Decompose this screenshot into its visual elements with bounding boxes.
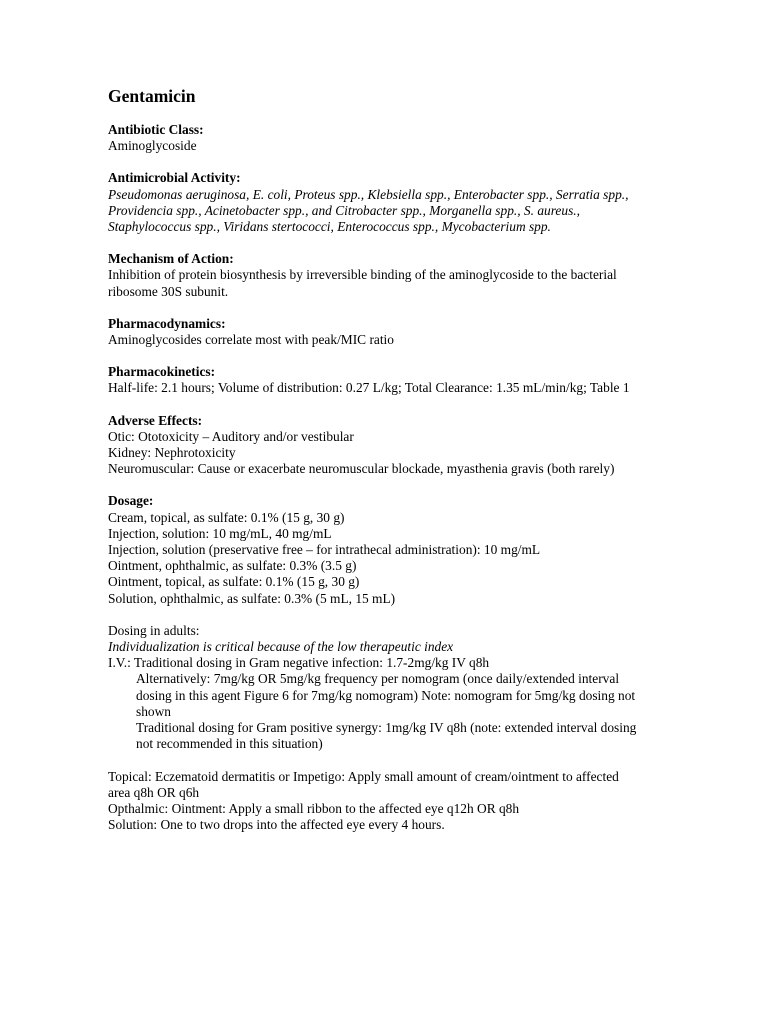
text-line: shown (136, 703, 171, 719)
text-line: Kidney: Nephrotoxicity (108, 445, 236, 461)
text-line: dosing in this agent Figure 6 for 7mg/kg nomogram) Note: nomogram for 5mg/kg dosing not (136, 687, 636, 703)
text-line: Traditional dosing for Gram positive synergy: 1mg/kg IV q8h (note: extended interval dosing (136, 720, 637, 736)
text-line: Injection, solution (preservative free – for intrathecal administration): 10 mg/mL (108, 542, 541, 558)
section-heading: Dosage: (108, 493, 154, 509)
text-line: area q8h OR q6h (108, 784, 200, 800)
alternative-dosing (108, 671, 688, 752)
text-line: Neuromuscular: Cause or exacerbate neuromuscular blockade, myasthenia gravis (both rarely) (108, 461, 615, 477)
text-line: Solution, ophthalmic, as sulfate: 0.3% (5 mL, 15 mL) (108, 590, 396, 606)
text-line: Injection, solution: 10 mg/mL, 40 mg/mL (108, 525, 332, 541)
section-heading: Antibiotic Class: (108, 122, 204, 137)
section-pharmacodynamics (108, 316, 688, 348)
document-body (108, 86, 688, 849)
section-heading: Mechanism of Action: (108, 251, 234, 267)
dosing-note: Individualization is critical because of the low therapeutic index (108, 639, 454, 655)
section-antibiotic-class (108, 122, 688, 154)
section-heading: Pharmacokinetics: (108, 364, 216, 380)
section-adverse-effects (108, 413, 688, 478)
text-line: Solution: One to two drops into the affected eye every 4 hours. (108, 817, 445, 833)
section-heading: Adverse Effects: (108, 412, 203, 428)
text-line: Staphylococcus spp., Viridans stertococci, Enterococcus spp., Mycobacterium spp. (108, 219, 551, 235)
section-text: Aminoglycosides correlate most with peak/MIC ratio (108, 332, 394, 348)
page-title: Gentamicin (108, 86, 196, 106)
text-line: Opthalmic: Ointment: Apply a small ribbon to the affected eye q12h OR q8h (108, 800, 520, 816)
section-other-dosing (108, 769, 688, 834)
section-antimicrobial-activity (108, 170, 688, 235)
section-mechanism-of-action (108, 251, 688, 300)
text-line: Pseudomonas aeruginosa, E. coli, Proteus spp., Klebsiella spp., Enterobacter spp., Serratia spp., (108, 186, 629, 202)
section-heading: Pharmacodynamics: (108, 315, 226, 331)
section-dosage (108, 493, 688, 606)
text-line: Cream, topical, as sulfate: 0.1% (15 g, 30 g) (108, 509, 345, 525)
section-pharmacokinetics (108, 364, 688, 396)
section-text: Half-life: 2.1 hours; Volume of distribution: 0.27 L/kg; Total Clearance: 1.35 mL/min/kg; Table 1 (108, 380, 630, 396)
text-line: Ointment, topical, as sulfate: 0.1% (15 g, 30 g) (108, 574, 360, 590)
dosing-label: Dosing in adults: (108, 622, 200, 638)
section-text: Aminoglycoside (108, 138, 197, 154)
text-line: Ointment, ophthalmic, as sulfate: 0.3% (3.5 g) (108, 558, 357, 574)
text-line: Inhibition of protein biosynthesis by irreversible binding of the aminoglycoside to the bacterial (108, 267, 617, 283)
section-heading: Antimicrobial Activity: (108, 170, 241, 186)
text-line: Otic: Ototoxicity – Auditory and/or vestibular (108, 428, 354, 444)
text-line: Providencia spp., Acinetobacter spp., and Citrobacter spp., Morganella spp., S. aureus., (108, 202, 580, 218)
text-line: ribosome 30S subunit. (108, 283, 229, 299)
text-line: not recommended in this situation) (136, 736, 323, 752)
section-dosing-in-adults (108, 623, 688, 753)
text-line: Alternatively: 7mg/kg OR 5mg/kg frequency per nomogram (once daily/extended interval (136, 671, 620, 687)
iv-dosing: I.V.: Traditional dosing in Gram negative infection: 1.7-2mg/kg IV q8h (108, 655, 490, 671)
text-line: Topical: Eczematoid dermatitis or Impetigo: Apply small amount of cream/ointment to affected (108, 768, 619, 784)
